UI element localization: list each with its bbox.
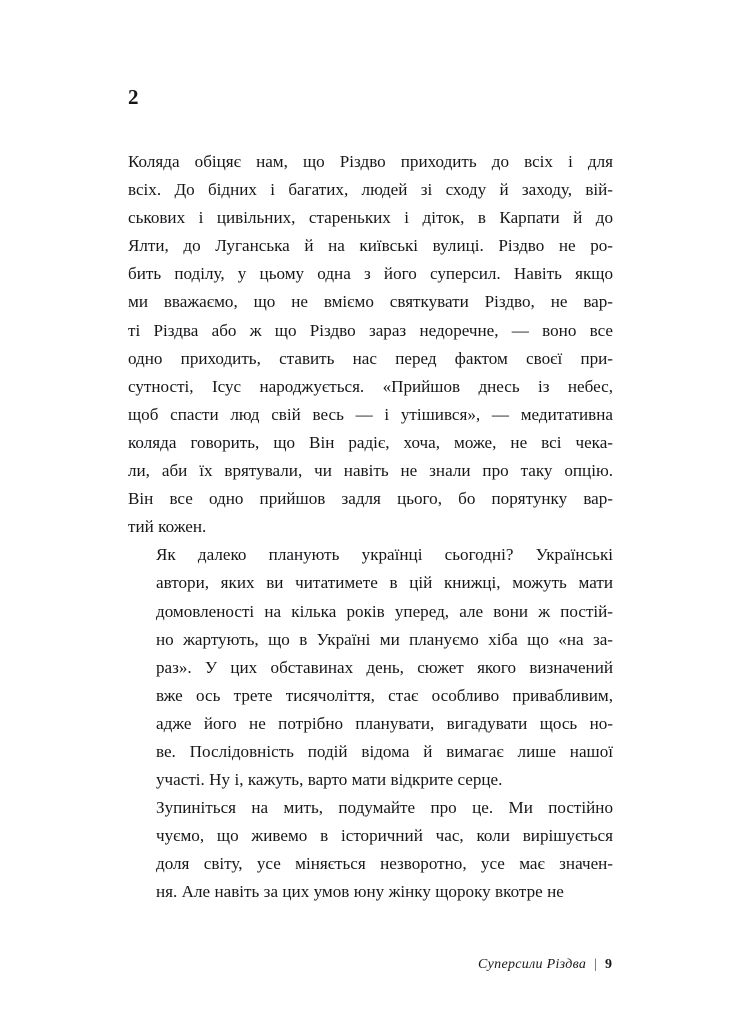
- footer-separator: |: [594, 957, 597, 972]
- text-line: но жартують, що в Україні ми плануємо хіба що «на за-: [156, 629, 613, 649]
- paragraph: [128, 794, 613, 906]
- text-line: коляда говорить, що Він радіє, хоча, може, не всі чека-: [128, 432, 613, 452]
- text-line: всіх. До бідних і багатих, людей зі сходу й заходу, вій-: [128, 180, 613, 200]
- text-line: раз». У цих обставинах день, сюжет якого визначений: [156, 657, 613, 677]
- text-line: Ялти, до Луганська й на київські вулиці. Різдво не ро-: [128, 236, 613, 256]
- text-line: Коляда обіцяє нам, що Різдво приходить до всіх і для: [128, 152, 613, 171]
- text-line: домовленості на кілька років уперед, але вони ж постій-: [156, 601, 613, 621]
- text-line: ті Різдва або ж що Різдво зараз недоречне, — воно все: [128, 320, 613, 340]
- text-line: ли, аби їх врятували, чи навіть не знали про таку опцію.: [128, 461, 613, 481]
- text-line: ськових і цивільних, стареньких і діток, в Карпати й до: [128, 208, 613, 228]
- text-line: щоб спасти люд свій весь — і утішився», — медитативна: [128, 404, 613, 424]
- text-line: адже його не потрібно планувати, вигадувати щось но-: [156, 713, 613, 733]
- text-line: доля світу, усе міняється незворотно, усе має значен-: [156, 854, 613, 874]
- text-line: автори, яких ви читатимете в цій книжці, можуть мати: [156, 573, 613, 593]
- text-line: ми вважаємо, що не вміємо святкувати Різдво, не вар-: [128, 292, 613, 312]
- text-line: Як далеко планують українці сьогодні? Українські: [156, 545, 613, 565]
- text-line: Зупиніться на мить, подумайте про це. Ми постійно: [156, 798, 613, 818]
- text-line: Він все одно прийшов задля цього, бо порятунку вар-: [128, 489, 613, 509]
- text-line: чуємо, що живемо в історичний час, коли вирішується: [156, 826, 613, 846]
- text-line: бить поділу, у цьому одна з його суперсил. Навіть якщо: [128, 264, 613, 284]
- body-text-column: [128, 148, 613, 907]
- text-line: вже ось трете тисячоліття, стає особливо привабливим,: [156, 685, 613, 705]
- paragraph: [128, 148, 613, 541]
- text-line: ня. Але навіть за цих умов юну жінку щороку вкотре не: [156, 882, 564, 902]
- running-footer: [478, 955, 612, 975]
- text-line: одно приходить, ставить нас перед фактом своєї при-: [128, 348, 613, 368]
- text-line: участі. Ну і, кажуть, варто мати відкрите серце.: [156, 770, 503, 790]
- text-line: ве. Послідовність подій відома й вимагає лише нашої: [156, 741, 613, 761]
- footer-page-number: 9: [605, 957, 612, 972]
- text-line: сутності, Ісус народжується. «Прийшов днесь із небес,: [128, 376, 613, 396]
- paragraph: [128, 541, 613, 794]
- footer-running-title: Суперсили Різдва: [478, 957, 587, 972]
- chapter-number: 2: [128, 85, 139, 109]
- text-line: тий кожен.: [128, 517, 207, 537]
